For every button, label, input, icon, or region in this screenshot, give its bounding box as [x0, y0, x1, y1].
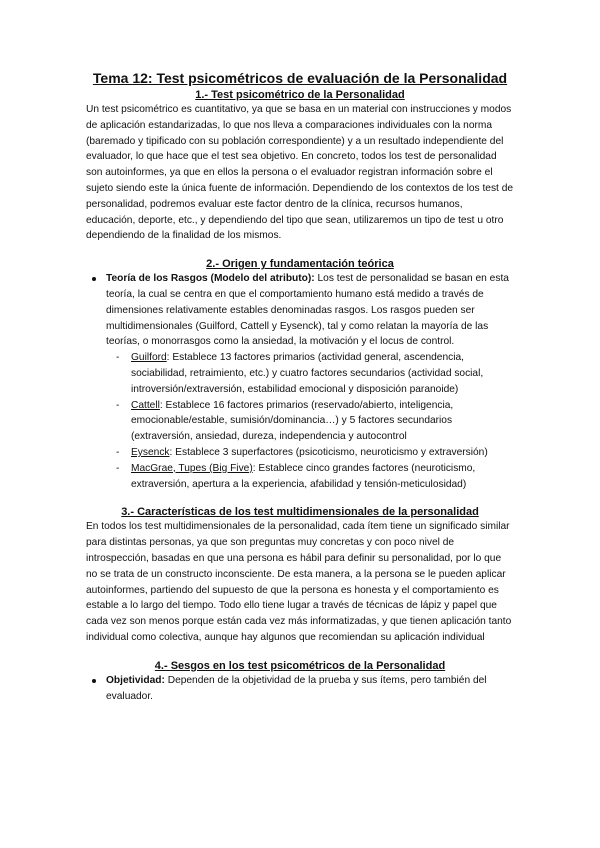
section-2-list	[86, 271, 514, 492]
section-3-heading: 3.- Características de los test multidimensionales de la personalidad	[121, 506, 479, 519]
author-name: Guilford	[131, 352, 167, 364]
author-name: Eysenck	[131, 446, 170, 458]
author-text: : Establece 13 factores primarios (actividad general, ascendencia, sociabilidad, retraimiento, etc.) y cuatro factores secundarios (actividad social, introversión/extraversión, estabilidad emocional y disposición paranoide)	[131, 352, 484, 395]
bullet-label: Objetividad:	[106, 674, 165, 686]
sub-list-item	[114, 398, 514, 445]
section-1-heading: 1.- Test psicométrico de la Personalidad	[195, 89, 405, 101]
bullet-text: Dependen de la objetividad de la prueba y sus ítems, pero también del evaluador.	[106, 674, 487, 702]
sub-list-item	[114, 461, 514, 493]
list-item	[86, 271, 514, 492]
section-4-heading: 4.- Sesgos en los test psicométricos de la Personalidad	[154, 659, 446, 672]
document-title: Tema 12: Test psicométricos de evaluación de la Personalidad	[92, 70, 508, 86]
sub-list-item	[114, 350, 514, 397]
bullet-label: Teoría de los Rasgos (Modelo del atributo):	[106, 273, 315, 285]
author-text: : Establece cinco grandes factores (neuroticismo, extraversión, apertura a la experiencia, afabilidad y tensión-meticulosidad)	[131, 462, 476, 490]
section-2-heading: 2.- Origen y fundamentación teórica	[206, 258, 394, 271]
section-3-paragraph: En todos los test multidimensionales de la personalidad, cada ítem tiene un significado similar para distintas personas, ya que son preguntas muy concretas y con poco nivel de introspección, basadas en que una persona es hábil para definir su personalidad, por lo que no se trata de un constructo inconsciente. De esta manera, a la persona se le pueden aplicar autoinformes, partiendo del supuesto de que la persona es honesta y el comportamiento es estable a lo largo del tiempo. Todo ello tiene lugar a través de técnicas de lápiz y papel que cada vez son menos porque están cada vez más informatizadas, y que tienen aplicación tanto individual como colectiva, aunque hay algunos que recomiendan su aplicación individual	[86, 521, 512, 643]
sub-list	[114, 350, 514, 492]
section-1-paragraph: Un test psicométrico es cuantitativo, ya que se basa en un material con instrucciones y modos de aplicación estandarizadas, lo que nos lleva a comparaciones individuales con la norma (baremado y tipificado con su población correspondiente) y a un resultado independiente del evaluador, lo que hace que el test sea objetivo. En concreto, todos los test de personalidad son autoinformes, ya que en ellos la persona o el evaluador registran información sobre el sujeto siendo este la única fuente de información. Dependiendo de los contextos de los test de personalidad, podremos evaluar este factor dentro de la clínica, recursos humanos, educación, deporte, etc., y dependiendo del tipo que sean, utilizaremos un tipo de test u otro dependiendo de la finalidad de los mismos.	[86, 104, 514, 242]
author-name: MacGrae, Tupes (Big Five)	[131, 462, 253, 474]
author-text: : Establece 3 superfactores (psicoticismo, neuroticismo y extraversión)	[169, 446, 488, 458]
section-4-list	[86, 673, 514, 705]
bullet-text: Los test de personalidad se basan en esta teoría, la cual se centra en que el comportamiento humano está medido a través de dimensiones relativamente estables denominadas rasgos. Los rasgos pueden ser multidimensionales (Guilford, Cattell y Eysenck), tal y como relatan la mayoría de las teorías, o monorrasgos como la ansiedad, la motivación y el locus de control.	[106, 273, 509, 348]
author-name: Cattell	[131, 399, 160, 411]
author-text: : Establece 16 factores primarios (reservado/abierto, inteligencia, emocionable/estable, sumisión/dominancia…) y 5 factores secundarios (extraversión, ansiedad, dureza, independencia y autocontrol	[131, 399, 454, 443]
list-item	[86, 673, 514, 705]
sub-list-item	[114, 445, 514, 461]
